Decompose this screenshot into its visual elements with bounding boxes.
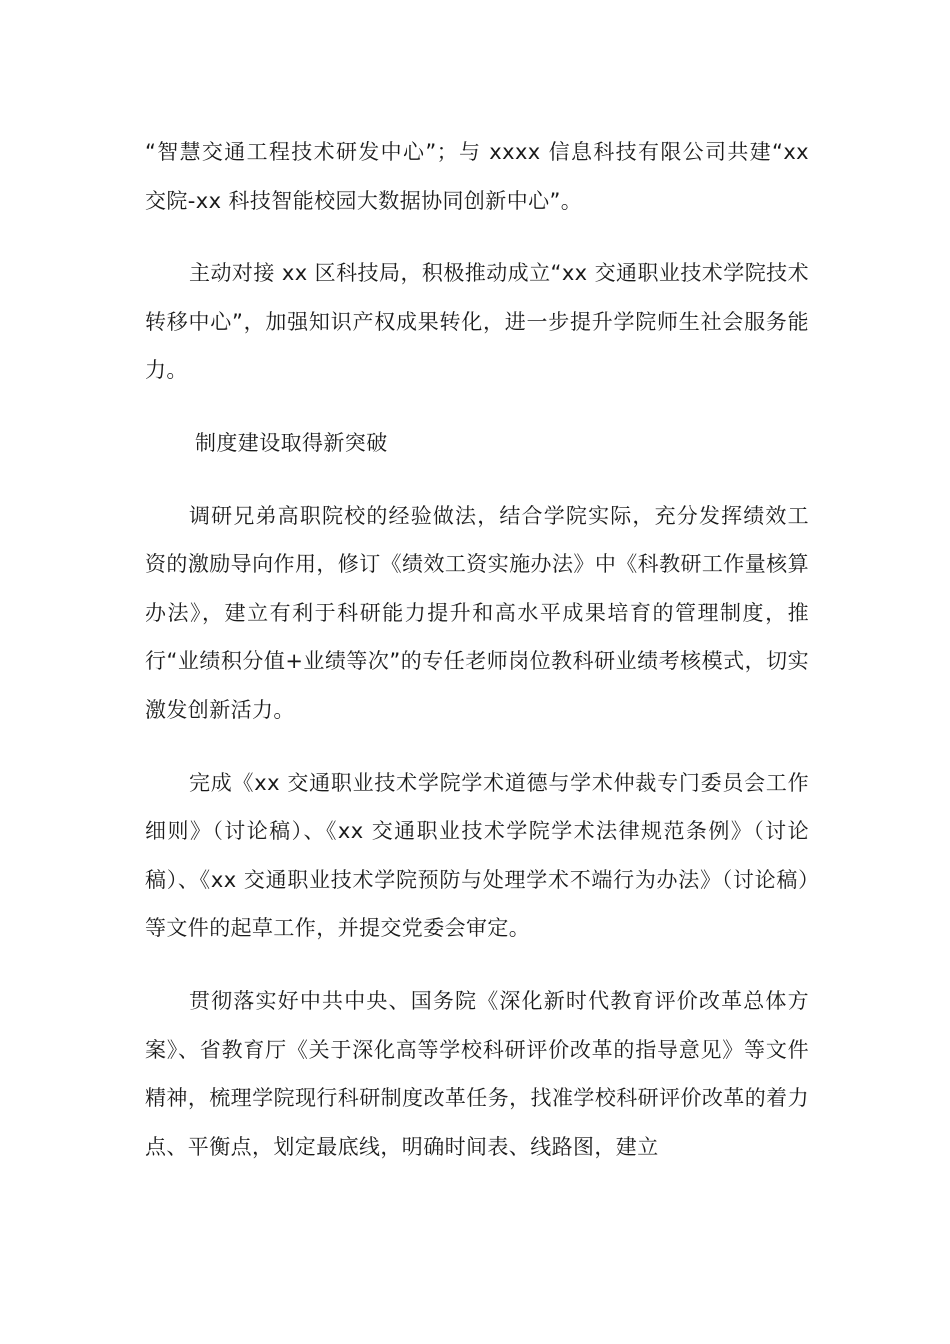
paragraph-academic-rules: 完成《xx 交通职业技术学院学术道德与学术仲裁专门委员会工作细则》（讨论稿）、《xx 交通职业技术学院学术法律规范条例》（讨论稿）、《xx 交通职业技术学院预防与处理学术不端行为办法》（讨论稿）等文件的起草工作，并提交党委会审定。 bbox=[145, 770, 809, 941]
paragraph-performance-pay: 调研兄弟高职院校的经验做法，结合学院实际，充分发挥绩效工资的激励导向作用，修订《绩效工资实施办法》中《科教研工作量核算办法》，建立有利于科研能力提升和高水平成果培育的管理制度，推行“业绩积分值+业绩等次”的专任老师岗位教科研业绩考核模式，切实激发创新活力。 bbox=[145, 503, 809, 722]
document-body bbox=[145, 128, 809, 1195]
paragraph-research-centers: “智慧交通工程技术研发中心”；与 xxxx 信息科技有限公司共建“xx 交院-xx 科技智能校园大数据协同创新中心”。 bbox=[145, 140, 809, 213]
paragraph-evaluation-reform: 贯彻落实好中共中央、国务院《深化新时代教育评价改革总体方案》、省教育厅《关于深化高等学校科研评价改革的指导意见》等文件精神，梳理学院现行科研制度改革任务，找准学校科研评价改革的着力点、平衡点，划定最底线，明确时间表、线路图，建立 bbox=[145, 988, 809, 1159]
section-heading: 制度建设取得新突破 bbox=[195, 430, 388, 455]
paragraph-tech-transfer: 主动对接 xx 区科技局，积极推动成立“xx 交通职业技术学院技术转移中心”，加强知识产权成果转化，进一步提升学院师生社会服务能力。 bbox=[145, 261, 809, 383]
